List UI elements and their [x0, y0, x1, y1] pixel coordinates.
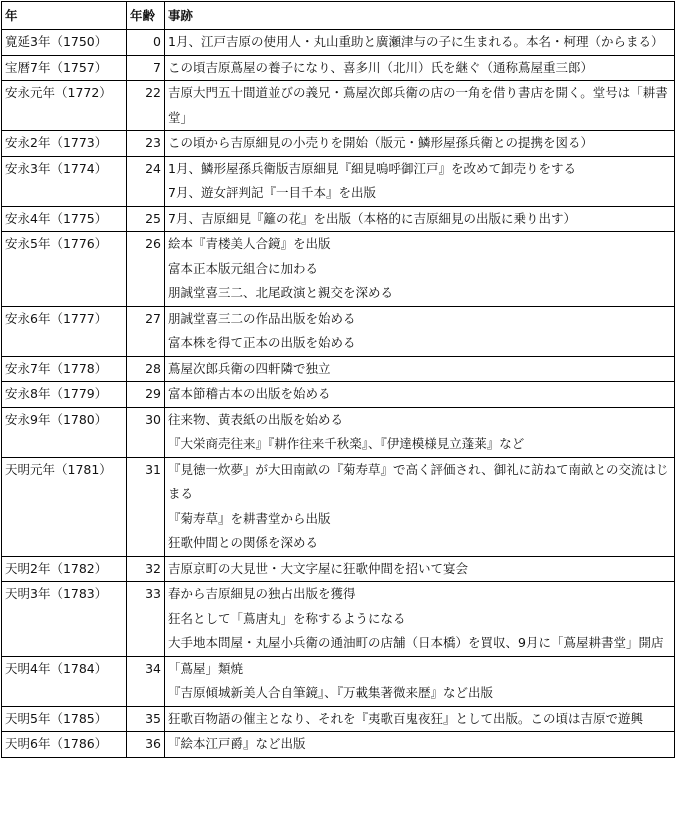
table-row: [2, 232, 675, 307]
table-row: [2, 206, 675, 232]
table-row: [2, 131, 675, 157]
event-line: 狂名として「蔦唐丸」を称するようになる: [168, 610, 406, 626]
event-cell: [165, 55, 675, 81]
age-cell: 27: [127, 306, 165, 356]
year-cell: 寛延3年（1750）: [2, 30, 127, 56]
table-row: [2, 732, 675, 758]
event-line: 春から吉原細見の独占出版を獲得: [168, 586, 356, 601]
event-line: 大手地本問屋・丸屋小兵衛の通油町の店舗（日本橋）を買収、9月に「蔦屋耕書堂」開店: [168, 635, 664, 650]
year-cell: 天明6年（1786）: [2, 732, 127, 758]
year-cell: 安永9年（1780）: [2, 407, 127, 457]
event-line: 1月、江戸吉原の使用人・丸山重助と廣瀬津与の子に生まれる。本名・柯理（からまる）: [168, 34, 664, 49]
year-cell: 安永4年（1775）: [2, 206, 127, 232]
event-line: 吉原京町の大見世・大文字屋に狂歌仲間を招いて宴会: [168, 560, 469, 576]
event-line: 蔦屋次郎兵衛の四軒隣で独立: [168, 360, 331, 376]
table-row: [2, 706, 675, 732]
table-row: [2, 407, 675, 457]
event-line: 『絵本江戸爵』など出版: [168, 736, 306, 751]
year-cell: 安永2年（1773）: [2, 131, 127, 157]
event-line: 富本正本版元組合に加わる: [168, 260, 319, 276]
year-cell: 天明3年（1783）: [2, 582, 127, 657]
table-row: [2, 306, 675, 356]
event-cell: [165, 732, 675, 758]
table-row: [2, 582, 675, 657]
header-event: 事跡: [165, 2, 675, 30]
table-row: [2, 55, 675, 81]
event-cell: [165, 81, 675, 131]
table-row: [2, 81, 675, 131]
age-cell: 25: [127, 206, 165, 232]
age-cell: 23: [127, 131, 165, 157]
year-cell: 安永6年（1777）: [2, 306, 127, 356]
event-line: 「蔦屋」類焼: [168, 660, 244, 676]
age-cell: 24: [127, 156, 165, 206]
event-cell: [165, 407, 675, 457]
table-row: [2, 30, 675, 56]
event-line: 往来物、黄表紙の出版を始める: [168, 411, 344, 427]
event-line: 『大栄商売往来』『耕作往来千秋楽』、『伊達模様見立蓬莱』など: [168, 436, 525, 451]
year-cell: 天明4年（1784）: [2, 656, 127, 706]
event-line: 狂歌百物語の催主となり、それを『夷歌百鬼夜狂』として出版。この頃は吉原で遊興: [168, 710, 644, 726]
age-cell: 31: [127, 457, 165, 556]
age-cell: 29: [127, 382, 165, 408]
year-cell: 宝暦7年（1757）: [2, 55, 127, 81]
table-row: [2, 382, 675, 408]
table-row: [2, 656, 675, 706]
event-line: 『見徳一炊夢』が大田南畝の『菊寿草』で高く評価され、御礼に訪ねて南畝との交流はじまる: [168, 461, 669, 501]
table-row: [2, 457, 675, 556]
year-cell: 安永8年（1779）: [2, 382, 127, 408]
event-cell: [165, 656, 675, 706]
event-line: 絵本『青楼美人合鏡』を出版: [168, 236, 331, 251]
event-cell: [165, 206, 675, 232]
year-cell: 安永3年（1774）: [2, 156, 127, 206]
age-cell: 22: [127, 81, 165, 131]
event-cell: [165, 556, 675, 582]
table-row: [2, 556, 675, 582]
event-line: 1月、鱗形屋孫兵衛版吉原細見『細見嗚呼御江戸』を改めて卸売りをする: [168, 160, 576, 176]
event-line: 朋誠堂喜三二の作品出版を始める: [168, 310, 356, 326]
age-cell: 33: [127, 582, 165, 657]
event-line: 朋誠堂喜三二、北尾政演と親交を深める: [168, 285, 394, 300]
header-age: 年齢: [127, 2, 165, 30]
event-line: 富本節稽古本の出版を始める: [168, 386, 331, 401]
header-year: 年: [2, 2, 127, 30]
year-cell: 天明元年（1781）: [2, 457, 127, 556]
event-cell: [165, 356, 675, 382]
age-cell: 26: [127, 232, 165, 307]
event-cell: [165, 457, 675, 556]
event-cell: [165, 306, 675, 356]
age-cell: 35: [127, 706, 165, 732]
event-line: この頃から吉原細見の小売りを開始（版元・鱗形屋孫兵衛との提携を図る）: [168, 135, 594, 150]
age-cell: 34: [127, 656, 165, 706]
event-line: 『菊寿草』を耕書堂から出版: [168, 510, 331, 526]
year-cell: 安永7年（1778）: [2, 356, 127, 382]
age-cell: 32: [127, 556, 165, 582]
table-row: [2, 356, 675, 382]
event-cell: [165, 30, 675, 56]
age-cell: 28: [127, 356, 165, 382]
year-cell: 天明5年（1785）: [2, 706, 127, 732]
event-line: 『吉原傾城新美人合自筆鏡』、『万載集著微来歴』など出版: [168, 685, 494, 700]
chronology-table: [1, 1, 675, 758]
age-cell: 0: [127, 30, 165, 56]
event-cell: [165, 582, 675, 657]
event-line: この頃吉原蔦屋の養子になり、喜多川（北川）氏を継ぐ（通称蔦屋重三郎）: [168, 59, 594, 75]
age-cell: 30: [127, 407, 165, 457]
header-row: [2, 2, 675, 30]
event-cell: [165, 706, 675, 732]
event-line: 7月、吉原細見『籬の花』を出版（本格的に吉原細見の出版に乗り出す）: [168, 210, 576, 226]
age-cell: 7: [127, 55, 165, 81]
year-cell: 天明2年（1782）: [2, 556, 127, 582]
age-cell: 36: [127, 732, 165, 758]
year-cell: 安永5年（1776）: [2, 232, 127, 307]
event-line: 7月、遊女評判記『一目千本』を出版: [168, 185, 376, 200]
table-row: [2, 156, 675, 206]
event-line: 富本株を得て正本の出版を始める: [168, 335, 356, 350]
year-cell: 安永元年（1772）: [2, 81, 127, 131]
event-cell: [165, 131, 675, 157]
event-cell: [165, 382, 675, 408]
event-line: 狂歌仲間との関係を深める: [168, 535, 319, 550]
event-cell: [165, 232, 675, 307]
event-cell: [165, 156, 675, 206]
event-line: 吉原大門五十間道並びの義兄・蔦屋次郎兵衛の店の一角を借り書店を開く。堂号は「耕書堂」: [168, 85, 668, 125]
